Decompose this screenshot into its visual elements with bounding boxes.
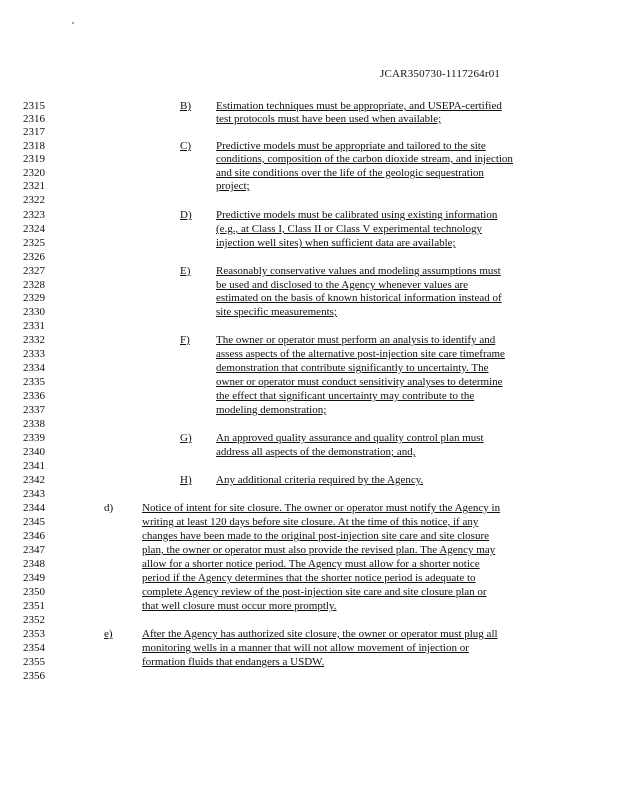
line-number: 2350: [23, 586, 45, 598]
document-header: JCAR350730-1117264r01: [380, 68, 501, 80]
item-e-line: estimated on the basis of known historical information instead of: [216, 292, 502, 304]
item-c-line: Predictive models must be appropriate and tailored to the site: [216, 140, 486, 152]
line-number: 2344: [23, 502, 45, 514]
line-number: 2316: [23, 113, 45, 125]
item-e-line: be used and disclosed to the Agency whenever values are: [216, 279, 468, 291]
item-f-line: modeling demonstration;: [216, 404, 327, 416]
line-number: 2315: [23, 100, 45, 112]
subsection-e-line: formation fluids that endangers a USDW.: [142, 656, 325, 668]
item-b-line: test protocols must have been used when available;: [216, 113, 442, 125]
line-number: 2355: [23, 656, 45, 668]
line-number: 2345: [23, 516, 45, 528]
subsection-e-line: monitoring wells in a manner that will not allow movement of injection or: [142, 642, 469, 654]
item-label-c: C): [180, 140, 191, 152]
subsection-d-line: writing at least 120 days before site closure. At the time of this notice, if any: [142, 516, 479, 528]
item-e-line: Reasonably conservative values and modeling assumptions must: [216, 265, 501, 277]
line-number: 2335: [23, 376, 45, 388]
item-d-line: injection well sites) when sufficient data are available;: [216, 237, 456, 249]
line-number: 2327: [23, 265, 45, 277]
item-e-line: site specific measurements;: [216, 306, 337, 318]
line-number: 2346: [23, 530, 45, 542]
line-number: 2328: [23, 279, 45, 291]
subsection-d-line: changes have been made to the original post-injection site care and site closure: [142, 530, 489, 542]
line-number: 2332: [23, 334, 45, 346]
line-number: 2321: [23, 180, 45, 192]
line-number: 2349: [23, 572, 45, 584]
line-number: 2347: [23, 544, 45, 556]
line-number: 2353: [23, 628, 45, 640]
item-g-line: address all aspects of the demonstration; and,: [216, 446, 416, 458]
line-number: 2320: [23, 167, 45, 179]
line-number: 2348: [23, 558, 45, 570]
subsection-d-line: Notice of intent for site closure. The owner or operator must notify the Agency in: [142, 502, 501, 514]
line-number: 2338: [23, 418, 45, 430]
line-number: 2354: [23, 642, 45, 654]
line-number: 2351: [23, 600, 45, 612]
line-number: 2329: [23, 292, 45, 304]
line-number: 2340: [23, 446, 45, 458]
line-number: 2325: [23, 237, 45, 249]
item-b-line: Estimation techniques must be appropriate, and USEPA-certified: [216, 100, 502, 112]
line-number: 2319: [23, 153, 45, 165]
line-number: 2323: [23, 209, 45, 221]
item-c-line: project;: [216, 180, 250, 192]
line-number: 2341: [23, 460, 45, 472]
item-label-e: E): [180, 265, 191, 277]
line-number: 2337: [23, 404, 45, 416]
item-g-line: An approved quality assurance and quality control plan must: [216, 432, 484, 444]
line-number: 2339: [23, 432, 45, 444]
line-number: 2324: [23, 223, 45, 235]
item-label-b: B): [180, 100, 191, 112]
item-c-line: and site conditions over the life of the geologic sequestration: [216, 167, 484, 179]
item-f-line: the effect that significant uncertainty may contribute to the: [216, 390, 475, 402]
subsection-label-e: e): [104, 628, 113, 640]
item-label-d: D): [180, 209, 192, 221]
line-number: 2322: [23, 194, 45, 206]
line-number: 2336: [23, 390, 45, 402]
subsection-e-line: After the Agency has authorized site closure, the owner or operator must plug all: [142, 628, 498, 640]
subsection-d-line: complete Agency review of the post-injection site care and site closure plan or: [142, 586, 487, 598]
line-number: 2331: [23, 320, 45, 332]
line-number: 2356: [23, 670, 45, 682]
item-f-line: owner or operator must conduct sensitivity analyses to determine: [216, 376, 503, 388]
line-number: 2318: [23, 140, 45, 152]
subsection-label-d: d): [104, 502, 114, 514]
line-number: 2326: [23, 251, 45, 263]
item-label-h: H): [180, 474, 192, 486]
line-number: 2333: [23, 348, 45, 360]
subsection-d-line: allow for a shorter notice period. The Agency must allow for a shorter notice: [142, 558, 480, 570]
line-number: 2334: [23, 362, 45, 374]
scan-speck: [72, 22, 74, 24]
item-h-line: Any additional criteria required by the Agency.: [216, 474, 424, 486]
line-number: 2330: [23, 306, 45, 318]
line-number: 2317: [23, 126, 45, 138]
item-label-f: F): [180, 334, 190, 346]
line-number: 2342: [23, 474, 45, 486]
line-number: 2352: [23, 614, 45, 626]
item-f-line: The owner or operator must perform an analysis to identify and: [216, 334, 496, 346]
item-d-line: Predictive models must be calibrated using existing information: [216, 209, 498, 221]
line-number: 2343: [23, 488, 45, 500]
subsection-d-line: that well closure must occur more promptly.: [142, 600, 337, 612]
item-label-g: G): [180, 432, 192, 444]
item-f-line: assess aspects of the alternative post-injection site care timeframe: [216, 348, 505, 360]
item-d-line: (e.g., at Class I, Class II or Class V experimental technology: [216, 223, 482, 235]
item-f-line: demonstration that contribute significantly to uncertainty. The: [216, 362, 489, 374]
item-c-line: conditions, composition of the carbon dioxide stream, and injection: [216, 153, 513, 165]
subsection-d-line: period if the Agency determines that the shorter notice period is adequate to: [142, 572, 476, 584]
subsection-d-line: plan, the owner or operator must also provide the revised plan. The Agency may: [142, 544, 496, 556]
